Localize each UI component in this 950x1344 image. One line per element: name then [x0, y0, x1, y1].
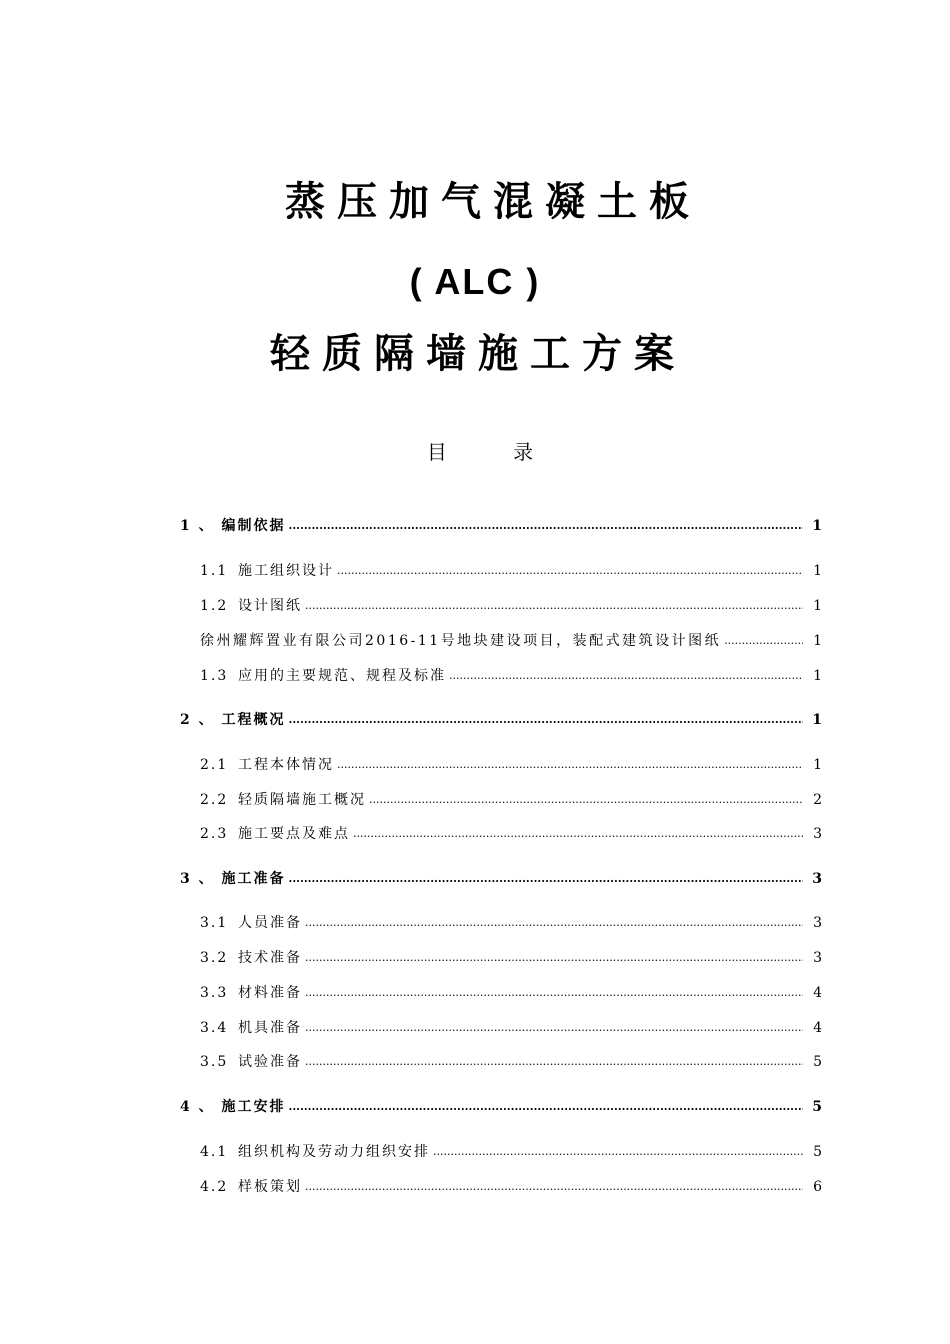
toc-entry[interactable]	[200, 947, 822, 969]
toc-entry-label: 施工安排	[221, 1099, 286, 1115]
toc-page-number: 5	[813, 1054, 822, 1070]
toc-leader-dots	[724, 634, 803, 647]
toc-page-number: 4	[813, 1020, 822, 1036]
toc-entry-number: 1 、	[180, 518, 222, 534]
toc-entry-label: 工程概况	[221, 712, 286, 728]
toc-entry-label: 轻质隔墙施工概况	[238, 792, 366, 808]
toc-page-number: 3	[813, 826, 822, 842]
toc-entry-label: 机具准备	[238, 1020, 302, 1036]
toc-entry-number: 1.2	[200, 598, 229, 614]
toc-entry-label: 工程本体情况	[238, 757, 334, 773]
toc-entry-number: 1.3	[200, 668, 229, 684]
toc-entry-label: 人员准备	[238, 915, 302, 931]
toc-leader-dots	[305, 1021, 803, 1034]
toc-entry[interactable]	[200, 560, 822, 582]
title-line-1: 蒸压加气混凝土板	[285, 179, 701, 225]
toc-heading: 目 录	[426, 440, 564, 464]
toc-leader-dots	[289, 1100, 804, 1113]
toc-entry-number: 3.4	[200, 1020, 229, 1036]
toc-entry-label: 样板策划	[238, 1179, 302, 1195]
toc-entry-number: 4 、	[180, 1099, 222, 1115]
toc-entry[interactable]	[200, 789, 822, 811]
toc-entry-label: 组织机构及劳动力组织安排	[238, 1144, 430, 1160]
toc-entry-number: 3.2	[200, 950, 229, 966]
toc-entry[interactable]	[200, 595, 822, 617]
toc-leader-dots	[305, 1180, 803, 1193]
toc-entry-number: 2.2	[200, 792, 229, 808]
toc-entry[interactable]	[200, 1017, 822, 1039]
toc-entry-number: 2.3	[200, 826, 229, 842]
toc-page-number: 5	[813, 1144, 822, 1160]
toc-entry-number: 4.2	[200, 1179, 229, 1195]
toc-entry[interactable]	[200, 1176, 822, 1198]
toc-entry[interactable]	[200, 630, 822, 652]
toc-entry[interactable]	[180, 709, 822, 731]
toc-leader-dots	[289, 519, 804, 532]
toc-entry-number: 4.1	[200, 1144, 229, 1160]
toc-page-number: 5	[812, 1099, 822, 1115]
toc-page-number: 6	[813, 1179, 822, 1195]
toc-leader-dots	[305, 1055, 803, 1068]
toc-entry-number: 2 、	[180, 712, 222, 728]
toc-page-number: 1	[813, 633, 822, 649]
toc-page-number: 3	[813, 950, 822, 966]
toc-leader-dots	[449, 669, 803, 682]
toc-page-number: 1	[813, 598, 822, 614]
toc-page-number: 2	[813, 792, 822, 808]
toc-entry[interactable]	[180, 1096, 822, 1118]
toc-entry-number: 3.1	[200, 915, 229, 931]
toc-entry[interactable]	[200, 1141, 822, 1163]
toc-leader-dots	[353, 827, 803, 840]
toc-entry-number: 3.5	[200, 1054, 229, 1070]
toc-entry-label: 设计图纸	[238, 598, 302, 614]
toc-entry-label: 施工要点及难点	[238, 826, 350, 842]
toc-entry-number: 3 、	[180, 871, 222, 887]
toc-page-number: 1	[813, 757, 822, 773]
toc-leader-dots	[289, 713, 804, 726]
toc-page-number: 1	[812, 518, 822, 534]
toc-leader-dots	[305, 916, 803, 929]
toc-leader-dots	[305, 951, 803, 964]
toc-leader-dots	[369, 793, 803, 806]
toc-page-number: 3	[812, 871, 822, 887]
toc-entry-label: 试验准备	[238, 1054, 302, 1070]
toc-leader-dots	[289, 872, 804, 885]
toc-entry-label: 施工组织设计	[238, 563, 334, 579]
toc-entry-number: 3.3	[200, 985, 229, 1001]
toc-entry[interactable]	[200, 982, 822, 1004]
toc-entry-label: 徐州耀辉置业有限公司2016-11号地块建设项目，装配式建筑设计图纸	[200, 633, 722, 649]
toc-entry[interactable]	[200, 823, 822, 845]
title-line-3: 轻质隔墙施工方案	[270, 331, 686, 377]
toc-leader-dots	[433, 1145, 803, 1158]
toc-entry[interactable]	[200, 1051, 822, 1073]
toc-entry[interactable]	[180, 515, 822, 537]
toc-entry-label: 施工准备	[221, 871, 286, 887]
toc-page-number: 3	[813, 915, 822, 931]
toc-page-number: 4	[813, 985, 822, 1001]
toc-entry[interactable]	[200, 754, 822, 776]
toc-entry-label: 材料准备	[238, 985, 302, 1001]
toc-entry-label: 应用的主要规范、规程及标准	[238, 668, 446, 684]
toc-leader-dots	[305, 986, 803, 999]
toc-leader-dots	[337, 564, 803, 577]
toc-page-number: 1	[813, 668, 822, 684]
toc-page-number: 1	[813, 563, 822, 579]
toc-page-number: 1	[812, 712, 822, 728]
toc-entry-label: 编制依据	[221, 518, 286, 534]
toc-entry-number: 2.1	[200, 757, 229, 773]
toc-leader-dots	[337, 758, 803, 771]
toc-entry-label: 技术准备	[238, 950, 302, 966]
toc-entry[interactable]	[200, 912, 822, 934]
title-line-2: ( ALC )	[409, 261, 541, 302]
toc-entry[interactable]	[180, 868, 822, 890]
toc-leader-dots	[305, 599, 803, 612]
toc-entry[interactable]	[200, 665, 822, 687]
toc-entry-number: 1.1	[200, 563, 229, 579]
